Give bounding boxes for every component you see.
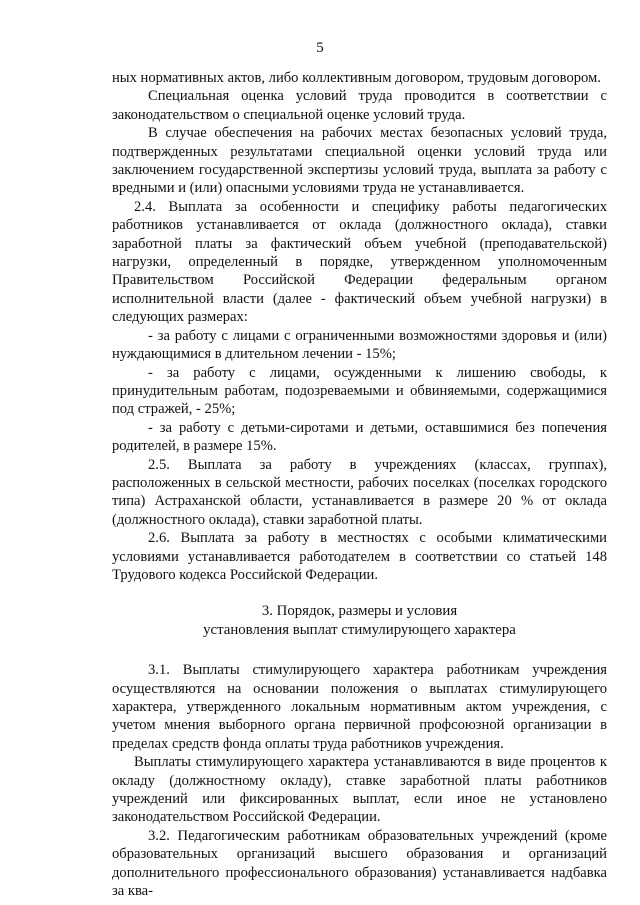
paragraph: 2.4. Выплата за особенности и специфику работы педагогических работников устанавливается от оклада (должностного оклада), ставки заработной платы за фактический объем учебной (преподавательской) нагрузки, определенный в порядке, утвержденном уполномоченным Правительством Российской Федерации федеральным органом исполнительной власти (далее - фактический объем учебной нагрузки) в следующих размерах: bbox=[112, 198, 607, 326]
list-item: - за работу с лицами, осужденными к лишению свободы, к принудительным работам, подозреваемыми и обвиняемыми, содержащимися под стражей, - 25%; bbox=[112, 364, 607, 418]
paragraph: 2.5. Выплата за работу в учреждениях (классах, группах), расположенных в сельской местности, рабочих поселках (поселках городского типа) Астраханской области, устанавливается в размере 20 % от оклада (должностного оклада), ставки заработной платы. bbox=[112, 456, 607, 528]
paragraph: 2.6. Выплата за работу в местностях с особыми климатическими условиями устанавливается работодателем в соответствии со статьей 148 Трудового кодекса Российской Федерации. bbox=[112, 530, 607, 583]
list-item: - за работу с детьми-сиротами и детьми, оставшимися без попечения родителей, в размере 15%. bbox=[112, 419, 607, 455]
section-heading bbox=[112, 602, 607, 639]
document-body bbox=[112, 69, 607, 900]
section-heading-line2: установления выплат стимулирующего характера bbox=[203, 621, 516, 638]
list-item: - за работу с лицами с ограниченными возможностями здоровья и (или) нуждающимися в длительном лечении - 15%; bbox=[112, 327, 607, 363]
paragraph: 3.2. Педагогическим работникам образовательных учреждений (кроме образовательных организаций высшего образования и организаций дополнительного профессионального образования) устанавливается надбавка за ква- bbox=[112, 827, 607, 900]
paragraph: ных нормативных актов, либо коллективным договором, трудовым договором. bbox=[112, 70, 601, 86]
section-heading-line1: 3. Порядок, размеры и условия bbox=[261, 603, 458, 620]
paragraph: Выплаты стимулирующего характера устанавливаются в виде процентов к окладу (должностному окладу), ставке заработной платы работников учреждений или фиксированных выплат, если иное не установлено законодательством Российской Федерации. bbox=[112, 754, 607, 826]
paragraph: Специальная оценка условий труда проводится в соответствии с законодательством о специальной оценке условий труда. bbox=[112, 88, 607, 123]
paragraph: В случае обеспечения на рабочих местах безопасных условий труда, подтвержденных результатами специальной оценки условий труда или заключением государственной экспертизы условий труда, выплата за работу с вредными и (или) опасными условиями труда не устанавливается. bbox=[112, 125, 607, 197]
paragraph: 3.1. Выплаты стимулирующего характера работникам учреждения осуществляются на основании положения о выплатах стимулирующего характера, утвержденного локальным нормативным актом учреждения, с учетом мнения выборного органа первичной профсоюзной организации в пределах средств фонда оплаты труда работников учреждения. bbox=[112, 662, 607, 752]
page-number: 5 bbox=[316, 40, 324, 56]
